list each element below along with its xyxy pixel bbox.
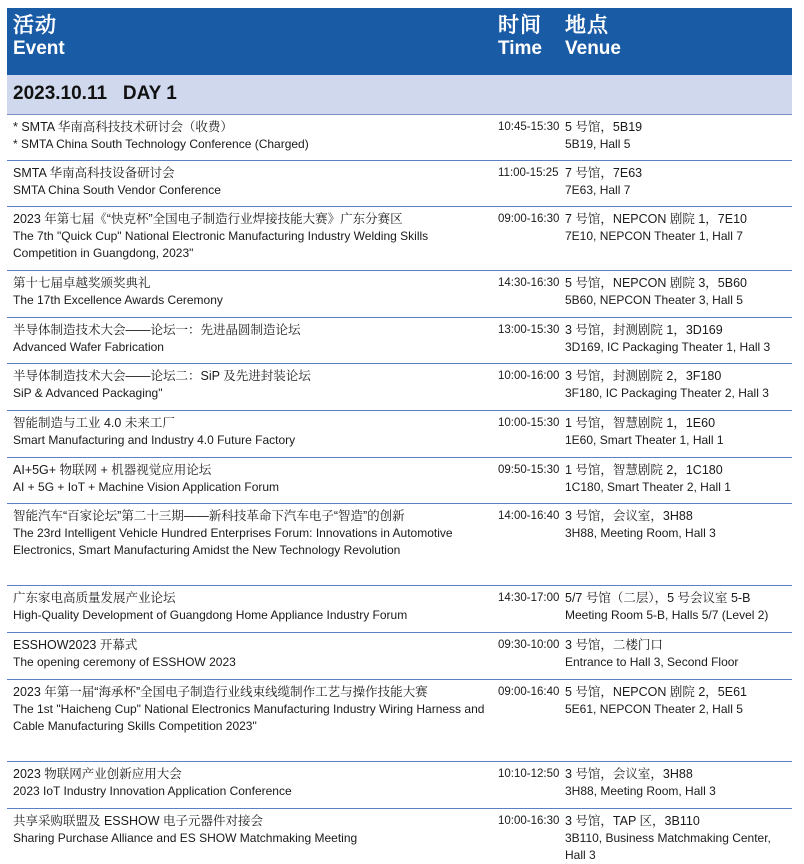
time-cell: 09:50-15:30: [498, 464, 560, 476]
schedule-rows: [7, 115, 792, 862]
table-header: [7, 8, 792, 75]
venue-cell: [565, 275, 791, 309]
venue-cell: [565, 165, 791, 199]
header-venue: [565, 14, 621, 60]
event-zh: 2023 物联网产业创新应用大会: [13, 767, 182, 781]
table-row: [7, 115, 792, 161]
venue-en: 3H88, Meeting Room, Hall 3: [565, 526, 716, 540]
venue-en: 1C180, Smart Theater 2, Hall 1: [565, 480, 731, 494]
event-en: The 23rd Intelligent Vehicle Hundred Enterprises Forum: Innovations in Automotive Electronics, Smart Manufacturing Amidst the New Technology Revolution: [13, 526, 453, 557]
venue-zh: 3 号馆，封测剧院 1，3D169: [565, 323, 723, 337]
event-zh: ESSHOW2023 开幕式: [13, 638, 138, 652]
header-event: [13, 14, 65, 60]
time-cell: 14:00-16:40: [498, 510, 560, 522]
event-zh: 广东家电高质量发展产业论坛: [13, 591, 176, 605]
event-zh: 2023 年第七届《“快克杯”全国电子制造行业焊接技能大赛》广东分赛区: [13, 212, 403, 226]
event-en: SMTA China South Vendor Conference: [13, 183, 221, 197]
venue-cell: [565, 211, 791, 245]
venue-zh: 7 号馆，7E63: [565, 166, 643, 180]
time-cell: 11:00-15:25: [498, 167, 559, 179]
venue-zh: 1 号馆，智慧剧院 2，1C180: [565, 463, 723, 477]
event-en: The opening ceremony of ESSHOW 2023: [13, 655, 236, 669]
event-en: Smart Manufacturing and Industry 4.0 Future Factory: [13, 433, 296, 447]
venue-zh: 1 号馆，智慧剧院 1，1E60: [565, 416, 716, 430]
time-cell: 10:00-16:00: [498, 370, 560, 382]
event-cell: [13, 211, 493, 262]
venue-zh: 3 号馆，会议室，3H88: [565, 509, 693, 523]
venue-zh: 5/7 号馆（二层），5 号会议室 5-B: [565, 591, 751, 605]
table-row: [7, 411, 792, 458]
venue-cell: [565, 508, 791, 542]
table-row: [7, 271, 792, 318]
venue-cell: [565, 637, 791, 671]
event-en: The 17th Excellence Awards Ceremony: [13, 293, 223, 307]
table-row: [7, 809, 792, 862]
header-event-en: Event: [13, 38, 65, 59]
event-cell: [13, 415, 493, 449]
day-label: 2023.10.11 DAY 1: [13, 83, 177, 104]
venue-cell: [565, 462, 791, 496]
table-row: [7, 762, 792, 809]
table-row: [7, 161, 792, 207]
venue-zh: 5 号馆，5B19: [565, 120, 643, 134]
header-time-zh: 时间: [498, 14, 542, 37]
venue-zh: 3 号馆，TAP 区，3B110: [565, 814, 700, 828]
event-zh: 半导体制造技术大会——论坛一：先进晶圆制造论坛: [13, 323, 301, 337]
event-zh: 2023 年第一届“海承杯”全国电子制造行业线束线缆制作工艺与操作技能大赛: [13, 685, 428, 699]
table-row: [7, 504, 792, 586]
event-cell: [13, 637, 493, 671]
event-zh: 第十七届卓越奖颁奖典礼: [13, 276, 151, 290]
time-cell: 14:30-17:00: [498, 592, 560, 604]
header-time-en: Time: [498, 38, 543, 59]
venue-zh: 5 号馆，NEPCON 剧院 2，5E61: [565, 685, 747, 699]
venue-en: 7E63, Hall 7: [565, 183, 631, 197]
table-row: [7, 458, 792, 504]
venue-cell: [565, 590, 791, 624]
venue-zh: 7 号馆，NEPCON 剧院 1，7E10: [565, 212, 747, 226]
venue-cell: [565, 766, 791, 800]
time-cell: 10:10-12:50: [498, 768, 560, 780]
time-cell: 10:00-15:30: [498, 417, 560, 429]
table-row: [7, 680, 792, 762]
venue-zh: 3 号馆，二楼门口: [565, 638, 663, 652]
event-en: Sharing Purchase Alliance and ES SHOW Matchmaking Meeting: [13, 831, 358, 845]
event-zh: 半导体制造技术大会——论坛二：SiP 及先进封装论坛: [13, 369, 311, 383]
event-en: * SMTA China South Technology Conference (Charged): [13, 137, 309, 151]
event-cell: [13, 275, 493, 309]
event-en: SiP & Advanced Packaging": [13, 386, 163, 400]
time-cell: 09:00-16:40: [498, 686, 560, 698]
venue-en: 5B60, NEPCON Theater 3, Hall 5: [565, 293, 743, 307]
event-cell: [13, 462, 493, 496]
venue-en: Meeting Room 5-B, Halls 5/7 (Level 2): [565, 608, 769, 622]
event-cell: [13, 813, 493, 847]
venue-en: 7E10, NEPCON Theater 1, Hall 7: [565, 229, 743, 243]
venue-zh: 5 号馆，NEPCON 剧院 3，5B60: [565, 276, 747, 290]
time-cell: 10:45-15:30: [498, 121, 560, 133]
venue-cell: [565, 813, 791, 864]
venue-en: Entrance to Hall 3, Second Floor: [565, 655, 739, 669]
event-cell: [13, 119, 493, 153]
time-cell: 14:30-16:30: [498, 277, 560, 289]
venue-zh: 3 号馆，会议室，3H88: [565, 767, 693, 781]
event-en: 2023 IoT Industry Innovation Application Conference: [13, 784, 292, 798]
event-zh: 智能汽车“百家论坛”第二十三期——新科技革命下汽车电子“智造”的创新: [13, 509, 405, 523]
time-cell: 10:00-16:30: [498, 815, 560, 827]
event-zh: 共享采购联盟及 ESSHOW 电子元器件对接会: [13, 814, 264, 828]
table-row: [7, 633, 792, 680]
event-zh: 智能制造与工业 4.0 未来工厂: [13, 416, 175, 430]
event-cell: [13, 590, 493, 624]
table-row: [7, 207, 792, 271]
header-venue-zh: 地点: [565, 14, 609, 37]
table-row: [7, 364, 792, 411]
time-cell: 09:00-16:30: [498, 213, 560, 225]
header-event-zh: 活动: [13, 14, 57, 37]
event-cell: [13, 508, 493, 559]
venue-en: 3B110, Business Matchmaking Center, Hall 3: [565, 831, 771, 862]
venue-cell: [565, 119, 791, 153]
time-cell: 13:00-15:30: [498, 324, 560, 336]
time-cell: 09:30-10:00: [498, 639, 560, 651]
venue-en: 3F180, IC Packaging Theater 2, Hall 3: [565, 386, 769, 400]
header-venue-en: Venue: [565, 38, 621, 59]
venue-en: 3D169, IC Packaging Theater 1, Hall 3: [565, 340, 771, 354]
event-en: The 1st "Haicheng Cup" National Electronics Manufacturing Industry Wiring Harness and Cable Manufacturing Skills Competition 2023": [13, 702, 485, 733]
venue-cell: [565, 322, 791, 356]
venue-en: 5B19, Hall 5: [565, 137, 631, 151]
venue-en: 1E60, Smart Theater 1, Hall 1: [565, 433, 724, 447]
event-zh: AI+5G+ 物联网 + 机器视觉应用论坛: [13, 463, 212, 477]
venue-cell: [565, 415, 791, 449]
venue-en: 3H88, Meeting Room, Hall 3: [565, 784, 716, 798]
day-band: [7, 75, 792, 115]
venue-cell: [565, 368, 791, 402]
event-cell: [13, 322, 493, 356]
event-cell: [13, 165, 493, 199]
venue-en: 5E61, NEPCON Theater 2, Hall 5: [565, 702, 743, 716]
event-en: Advanced Wafer Fabrication: [13, 340, 164, 354]
event-en: AI + 5G + IoT + Machine Vision Application Forum: [13, 480, 280, 494]
table-row: [7, 586, 792, 633]
event-en: High-Quality Development of Guangdong Home Appliance Industry Forum: [13, 608, 408, 622]
event-en: The 7th "Quick Cup" National Electronic Manufacturing Industry Welding Skills Competition in Guangdong, 2023": [13, 229, 429, 260]
table-row: [7, 318, 792, 364]
event-cell: [13, 684, 493, 735]
event-zh: * SMTA 华南高科技技术研讨会（收费）: [13, 120, 233, 134]
event-zh: SMTA 华南高科技设备研讨会: [13, 166, 175, 180]
event-cell: [13, 766, 493, 800]
event-cell: [13, 368, 493, 402]
header-time: [498, 14, 542, 60]
venue-zh: 3 号馆，封测剧院 2，3F180: [565, 369, 722, 383]
venue-cell: [565, 684, 791, 718]
